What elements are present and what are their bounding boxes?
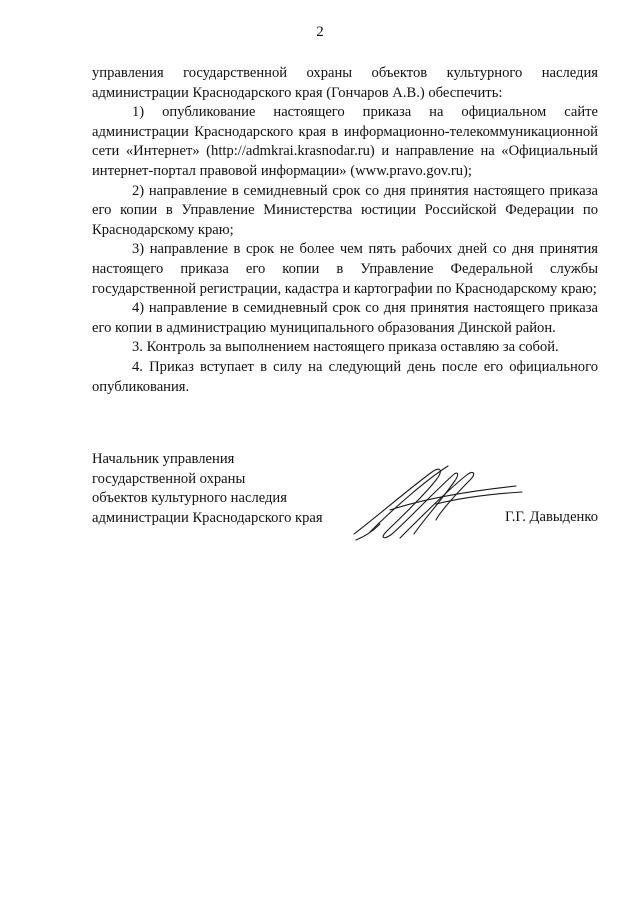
paragraph-control: 3. Контроль за выполнением настоящего приказа оставляю за собой. [132, 339, 559, 356]
signer-position-line: государственной охраны [92, 470, 246, 487]
paragraph-item-2: 2) направление в семидневный срок со дня принятия настоящего приказа его копии в Управление Министерства юстиции Российской Федерации по Краснодарскому краю; [92, 182, 598, 238]
signer-name: Г.Г. Давыденко [504, 509, 598, 525]
paragraph-item-1: 1) опубликование настоящего приказа на официальном сайте администрации Краснодарского края в информационно-телекоммуникационной сети «Интернет» (http://admkrai.krasnodar.ru) и направление на «Официальный интернет-портал правовой информации» (www.pravo.gov.ru); [92, 104, 598, 179]
signer-position-line: администрации Краснодарского края [92, 509, 323, 526]
document-body [92, 64, 598, 397]
paragraph-effective-date: 4. Приказ вступает в силу на следующий день после его официального опубликования. [92, 358, 598, 395]
page-number: 2 [316, 24, 324, 40]
paragraph-item-4: 4) направление в семидневный срок со дня принятия настоящего приказа его копии в администрацию муниципального образования Динской район. [92, 300, 598, 336]
signer-position-line: объектов культурного наследия [92, 490, 287, 507]
signer-position [92, 450, 323, 528]
signature-block [92, 450, 598, 540]
paragraph-intro: управления государственной охраны объектов культурного наследия администрации Краснодарского края (Гончаров А.В.) обеспечить: [92, 65, 598, 101]
handwritten-signature [340, 458, 530, 548]
signer-position-line: Начальник управления [92, 451, 235, 467]
paragraph-item-3: 3) направление в срок не более чем пять рабочих дней со дня принятия настоящего приказа его копии в Управление Федеральной службы государственной регистрации, кадастра и картографии по Краснодарскому краю; [92, 241, 598, 297]
